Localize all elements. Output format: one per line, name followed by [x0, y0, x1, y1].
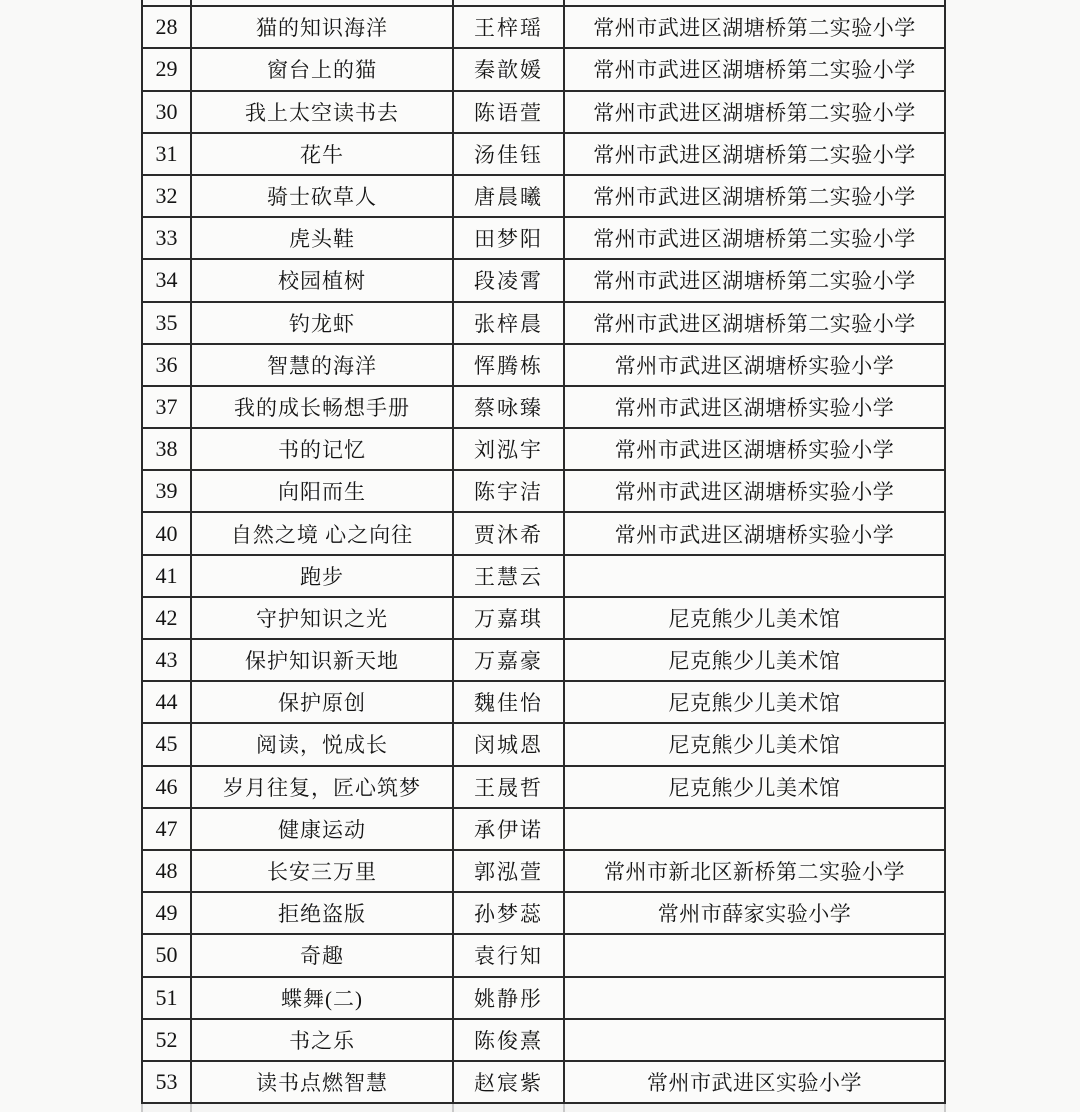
row-number-cell: 47 — [142, 808, 191, 850]
artwork-title-cell: 我上太空读书去 — [191, 91, 453, 133]
artwork-title-cell — [191, 1103, 453, 1112]
row-number-cell: 31 — [142, 133, 191, 175]
table-row — [142, 386, 945, 428]
row-number-cell: 53 — [142, 1061, 191, 1103]
artwork-title-cell: 拒绝盗版 — [191, 892, 453, 934]
table-row — [142, 597, 945, 639]
school-name-cell — [564, 808, 945, 850]
school-name-cell: 常州市武进区湖塘桥第二实验小学 — [564, 302, 945, 344]
student-name-cell: 姚静彤 — [453, 977, 564, 1019]
school-name-cell: 常州市武进区湖塘桥第二实验小学 — [564, 175, 945, 217]
partial-row-bottom — [142, 1103, 945, 1112]
row-number-cell: 41 — [142, 555, 191, 597]
artwork-title-cell: 智慧的海洋 — [191, 344, 453, 386]
artwork-title-cell: 我的成长畅想手册 — [191, 386, 453, 428]
row-number-cell: 38 — [142, 428, 191, 470]
student-name-cell: 段凌霄 — [453, 259, 564, 301]
table-row — [142, 766, 945, 808]
school-name-cell — [564, 1019, 945, 1061]
student-name-cell: 唐晨曦 — [453, 175, 564, 217]
student-name-cell: 陈宇洁 — [453, 470, 564, 512]
school-name-cell: 常州市武进区湖塘桥实验小学 — [564, 428, 945, 470]
school-name-cell: 常州市薛家实验小学 — [564, 892, 945, 934]
artwork-title-cell: 虎头鞋 — [191, 217, 453, 259]
row-number-cell: 48 — [142, 850, 191, 892]
artwork-title-cell: 窗台上的猫 — [191, 48, 453, 90]
artwork-title-cell: 蝶舞(二) — [191, 977, 453, 1019]
student-name-cell: 万嘉琪 — [453, 597, 564, 639]
student-name-cell: 魏佳怡 — [453, 681, 564, 723]
student-name-cell: 孙梦蕊 — [453, 892, 564, 934]
table-row — [142, 977, 945, 1019]
row-number-cell: 37 — [142, 386, 191, 428]
artwork-title-cell: 保护知识新天地 — [191, 639, 453, 681]
table-row — [142, 850, 945, 892]
row-number-cell: 40 — [142, 512, 191, 554]
row-number-cell: 29 — [142, 48, 191, 90]
student-name-cell: 赵宸紫 — [453, 1061, 564, 1103]
table-row — [142, 934, 945, 976]
student-name-cell: 蔡咏臻 — [453, 386, 564, 428]
school-name-cell: 常州市武进区湖塘桥第二实验小学 — [564, 48, 945, 90]
artwork-title-cell: 猫的知识海洋 — [191, 6, 453, 48]
student-name-cell: 王晟哲 — [453, 766, 564, 808]
artwork-title-cell: 保护原创 — [191, 681, 453, 723]
table-row — [142, 555, 945, 597]
student-name-cell: 陈俊熹 — [453, 1019, 564, 1061]
row-number-cell: 45 — [142, 723, 191, 765]
row-number-cell: 46 — [142, 766, 191, 808]
artwork-title-cell: 钓龙虾 — [191, 302, 453, 344]
row-number-cell: 51 — [142, 977, 191, 1019]
artwork-title-cell: 守护知识之光 — [191, 597, 453, 639]
artwork-title-cell: 骑士砍草人 — [191, 175, 453, 217]
table-row — [142, 302, 945, 344]
school-name-cell: 常州市武进区湖塘桥第二实验小学 — [564, 91, 945, 133]
table-row — [142, 470, 945, 512]
student-name-cell: 闵城恩 — [453, 723, 564, 765]
artwork-title-cell: 岁月往复，匠心筑梦 — [191, 766, 453, 808]
student-name-cell: 贾沐希 — [453, 512, 564, 554]
table-row — [142, 133, 945, 175]
student-name-cell: 刘泓宇 — [453, 428, 564, 470]
table-row — [142, 175, 945, 217]
student-name-cell: 汤佳钰 — [453, 133, 564, 175]
row-number-cell: 28 — [142, 6, 191, 48]
student-name-cell: 张梓晨 — [453, 302, 564, 344]
table-row — [142, 681, 945, 723]
awards-table — [141, 0, 946, 1112]
table-body — [142, 0, 945, 1112]
row-number-cell: 35 — [142, 302, 191, 344]
table-row — [142, 1061, 945, 1103]
student-name-cell: 田梦阳 — [453, 217, 564, 259]
school-name-cell: 常州市武进区湖塘桥第二实验小学 — [564, 133, 945, 175]
artwork-title-cell: 向阳而生 — [191, 470, 453, 512]
row-number-cell — [142, 1103, 191, 1112]
table-row — [142, 91, 945, 133]
artwork-title-cell: 长安三万里 — [191, 850, 453, 892]
student-name-cell: 陈语萱 — [453, 91, 564, 133]
artwork-title-cell: 跑步 — [191, 555, 453, 597]
school-name-cell: 尼克熊少儿美术馆 — [564, 639, 945, 681]
school-name-cell: 尼克熊少儿美术馆 — [564, 723, 945, 765]
school-name-cell: 尼克熊少儿美术馆 — [564, 766, 945, 808]
row-number-cell: 34 — [142, 259, 191, 301]
table-row — [142, 428, 945, 470]
table-row — [142, 639, 945, 681]
row-number-cell: 32 — [142, 175, 191, 217]
student-name-cell — [453, 1103, 564, 1112]
row-number-cell: 50 — [142, 934, 191, 976]
student-name-cell: 王梓瑶 — [453, 6, 564, 48]
row-number-cell: 42 — [142, 597, 191, 639]
artwork-title-cell: 读书点燃智慧 — [191, 1061, 453, 1103]
table-row — [142, 6, 945, 48]
artwork-title-cell: 自然之境 心之向往 — [191, 512, 453, 554]
artwork-title-cell: 健康运动 — [191, 808, 453, 850]
artwork-title-cell: 花牛 — [191, 133, 453, 175]
table-row — [142, 217, 945, 259]
row-number-cell: 36 — [142, 344, 191, 386]
student-name-cell: 承伊诺 — [453, 808, 564, 850]
student-name-cell: 秦歆媛 — [453, 48, 564, 90]
artwork-title-cell: 奇趣 — [191, 934, 453, 976]
artwork-title-cell: 书的记忆 — [191, 428, 453, 470]
table-row — [142, 512, 945, 554]
student-name-cell: 袁行知 — [453, 934, 564, 976]
row-number-cell: 52 — [142, 1019, 191, 1061]
school-name-cell: 常州市武进区湖塘桥第二实验小学 — [564, 6, 945, 48]
artwork-title-cell: 书之乐 — [191, 1019, 453, 1061]
school-name-cell: 常州市武进区实验小学 — [564, 1061, 945, 1103]
school-name-cell: 常州市新北区新桥第二实验小学 — [564, 850, 945, 892]
table-row — [142, 808, 945, 850]
row-number-cell: 33 — [142, 217, 191, 259]
school-name-cell: 常州市武进区湖塘桥第二实验小学 — [564, 217, 945, 259]
school-name-cell: 尼克熊少儿美术馆 — [564, 681, 945, 723]
artwork-title-cell: 校园植树 — [191, 259, 453, 301]
school-name-cell: 常州市武进区湖塘桥实验小学 — [564, 512, 945, 554]
school-name-cell: 尼克熊少儿美术馆 — [564, 597, 945, 639]
school-name-cell: 常州市武进区湖塘桥第二实验小学 — [564, 259, 945, 301]
school-name-cell: 常州市武进区湖塘桥实验小学 — [564, 386, 945, 428]
school-name-cell — [564, 555, 945, 597]
table-row — [142, 892, 945, 934]
school-name-cell — [564, 934, 945, 976]
row-number-cell: 49 — [142, 892, 191, 934]
row-number-cell: 30 — [142, 91, 191, 133]
artwork-title-cell: 阅读，悦成长 — [191, 723, 453, 765]
school-name-cell: 常州市武进区湖塘桥实验小学 — [564, 470, 945, 512]
student-name-cell: 万嘉豪 — [453, 639, 564, 681]
school-name-cell — [564, 1103, 945, 1112]
row-number-cell: 44 — [142, 681, 191, 723]
table-row — [142, 344, 945, 386]
table-row — [142, 259, 945, 301]
school-name-cell: 常州市武进区湖塘桥实验小学 — [564, 344, 945, 386]
table-row — [142, 723, 945, 765]
student-name-cell: 恽腾栋 — [453, 344, 564, 386]
table-row — [142, 48, 945, 90]
table-row — [142, 1019, 945, 1061]
student-name-cell: 郭泓萱 — [453, 850, 564, 892]
row-number-cell: 39 — [142, 470, 191, 512]
row-number-cell: 43 — [142, 639, 191, 681]
school-name-cell — [564, 977, 945, 1019]
student-name-cell: 王慧云 — [453, 555, 564, 597]
